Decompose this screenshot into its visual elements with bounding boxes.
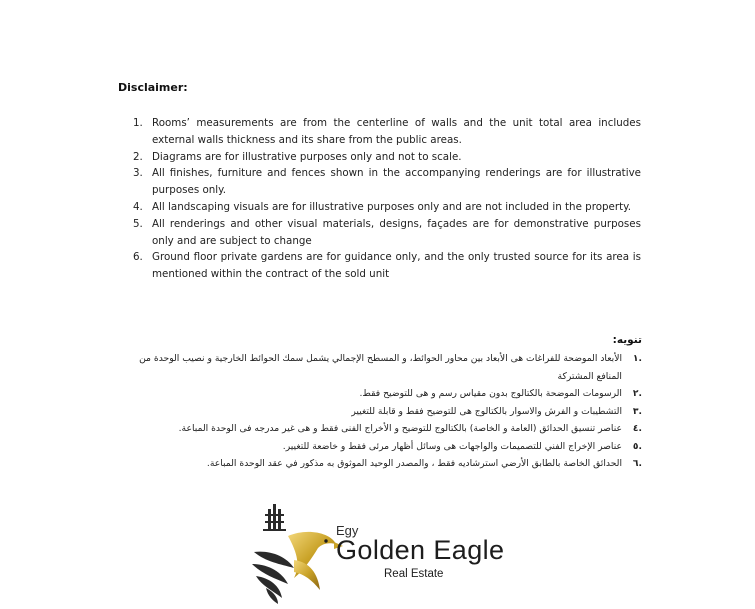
logo-subtitle: Real Estate (384, 568, 444, 580)
arabic-notice-list (117, 350, 642, 473)
item-text: All renderings and other visual materials, designs, façades are for demonstrative purposes only and are subject to change (152, 217, 641, 247)
item-number: 5. (133, 217, 143, 230)
item-number: .١ (632, 353, 642, 364)
list-item (117, 350, 642, 385)
item-text: عناصر تنسيق الحدائق (العامة و الخاصة) بالكتالوج للتوضيح و الأخراج الفنى فقط و هى غير مدرجه فى الوحدة المباعة. (178, 423, 622, 434)
item-number: .٤ (632, 423, 642, 434)
list-item (117, 403, 642, 421)
item-number: 6. (133, 251, 143, 264)
list-item (117, 420, 642, 438)
item-text: عناصر الإخراج الفني للتصميمات والواجهات هى وسائل أظهار مرئى فقط و خاضعة للتغيير. (282, 440, 622, 452)
item-number: .٥ (632, 440, 642, 452)
disclaimer-title: Disclaimer: (118, 81, 188, 94)
item-text: التشطيبات و الفرش والاسوار بالكتالوج هى للتوضيح فقط و قابلة للتغيير (351, 405, 622, 417)
list-item (133, 249, 641, 283)
arabic-notice-title: تنويه: (612, 334, 642, 346)
list-item (117, 455, 642, 473)
item-number: 4. (133, 200, 143, 213)
item-number: .٢ (632, 388, 642, 399)
item-text: All finishes, furniture and fences shown in the accompanying renderings are for illustrative purposes only. (152, 167, 641, 197)
list-item (117, 438, 642, 456)
logo-egy-text: Egy (336, 523, 359, 538)
list-item (133, 115, 641, 149)
list-item (117, 385, 642, 403)
item-text: الرسومات الموضحة بالكتالوج بدون مقياس رسم و هى للتوضيح فقط. (359, 388, 622, 399)
list-item (133, 199, 641, 216)
item-text: الأبعاد الموضحة للفراغات هى الأبعاد بين محاور الحوائط، و المسطح الإجمالي يشمل سمك الحوائط الخارجية و نصيب الوحدة من المنافع المشتركة (139, 353, 622, 382)
item-text: Rooms’ measurements are from the centerline of walls and the unit total area includes external walls thickness and its share from the public areas. (152, 117, 641, 146)
item-text: All landscaping visuals are for illustrative purposes only and are not included in the property. (152, 200, 632, 213)
item-number: .٣ (632, 405, 642, 417)
item-number: 2. (133, 150, 143, 163)
list-item (133, 149, 641, 166)
item-text: الحدائق الخاصة بالطابق الأرضي استرشاديه فقط ، والمصدر الوحيد الموثوق به مذكور في عقد الوحدة المباعة. (206, 458, 622, 469)
logo-brand-name: Golden Eagle (336, 535, 505, 565)
item-text: Diagrams are for illustrative purposes only and not to scale. (152, 150, 462, 163)
item-text: Ground floor private gardens are for guidance only, and the only trusted source for its area is mentioned within the contract of the sold unit (152, 251, 641, 281)
item-number: 1. (133, 117, 143, 129)
disclaimer-list (133, 115, 641, 283)
item-number: 3. (133, 167, 143, 180)
list-item (133, 165, 641, 199)
item-number: .٦ (632, 458, 642, 469)
company-logo (248, 500, 518, 605)
list-item (133, 216, 641, 250)
